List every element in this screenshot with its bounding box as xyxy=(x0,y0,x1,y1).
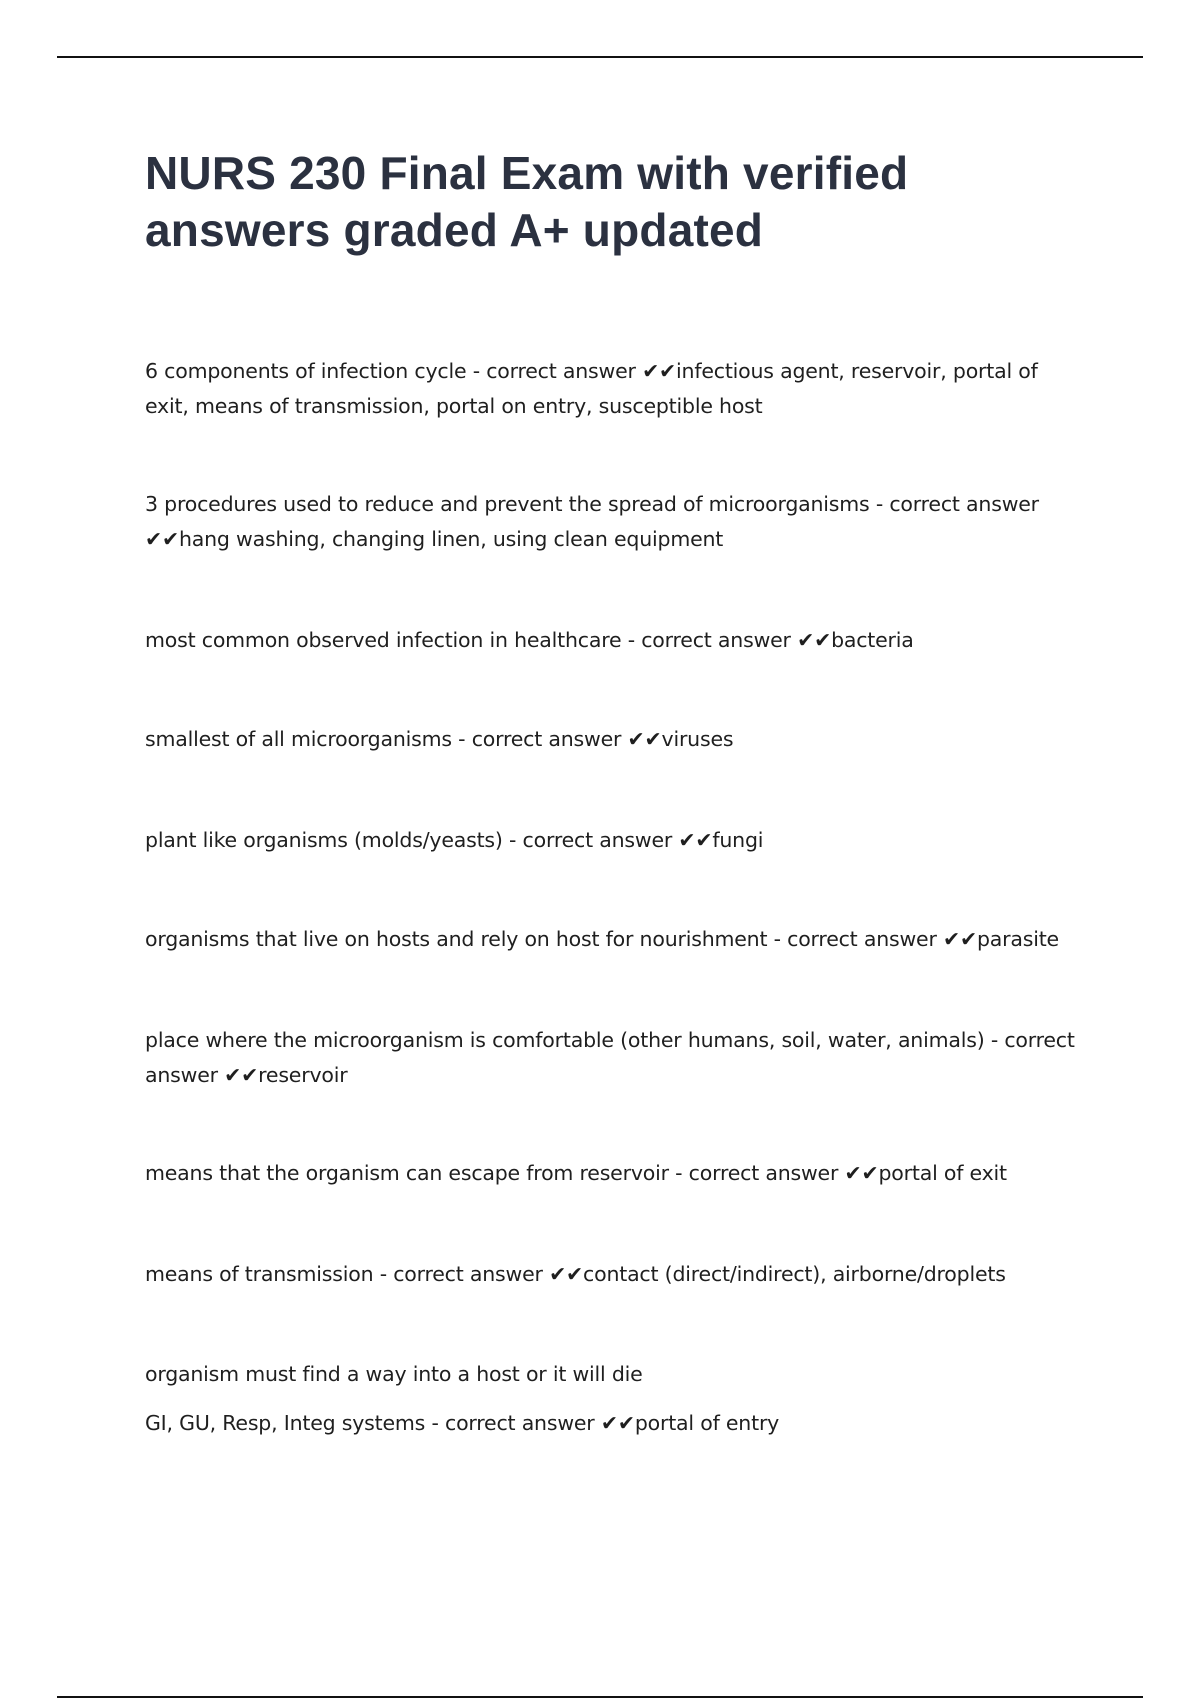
question-text: plant like organisms (molds/yeasts) xyxy=(145,828,503,852)
check-marks-icon: ✔✔ xyxy=(642,359,677,383)
question-text: most common observed infection in healthcare xyxy=(145,628,622,652)
qa-item xyxy=(145,1357,1075,1392)
question-text: place where the microorganism is comfortable (other humans, soil, water, animals) xyxy=(145,1028,985,1052)
document-title: NURS 230 Final Exam with verified answers graded A+ updated xyxy=(145,147,909,256)
answer-text: bacteria xyxy=(831,628,914,652)
check-marks-icon: ✔✔ xyxy=(943,927,977,951)
qa-item xyxy=(145,1156,1075,1191)
separator: - correct answer xyxy=(767,927,943,951)
separator: - correct answer xyxy=(145,1028,1075,1087)
qa-item xyxy=(145,1257,1075,1292)
check-marks-icon: ✔✔ xyxy=(797,628,832,652)
separator: - correct answer xyxy=(869,492,1039,516)
question-text: smallest of all microorganisms xyxy=(145,727,452,751)
answer-text: infectious agent, reservoir, portal of exit, means of transmission, portal on entry, susceptible host xyxy=(145,359,1038,418)
check-marks-icon: ✔✔ xyxy=(678,828,713,852)
question-text: means of transmission xyxy=(145,1262,374,1286)
check-marks-icon: ✔✔ xyxy=(145,526,179,551)
separator: - correct answer xyxy=(621,628,798,652)
qa-item xyxy=(145,1023,1075,1092)
question-text: organism must find a way into a host or it will die xyxy=(145,1362,643,1386)
answer-text: fungi xyxy=(712,828,764,852)
answer-text: portal of entry xyxy=(634,1411,780,1435)
check-marks-icon: ✔✔ xyxy=(600,1411,635,1435)
answer-text: hang washing, changing linen, using clean equipment xyxy=(178,526,724,551)
bottom-rule xyxy=(57,1696,1143,1698)
answer-text: contact (direct/indirect), airborne/droplets xyxy=(583,1262,1006,1286)
qa-item xyxy=(145,823,1075,858)
check-marks-icon: ✔✔ xyxy=(224,1062,259,1087)
separator: - correct answer xyxy=(668,1161,845,1185)
question-text: 3 procedures used to reduce and prevent the spread of microorganisms xyxy=(145,492,870,516)
question-text: means that the organism can escape from reservoir xyxy=(145,1161,669,1185)
qa-item xyxy=(145,922,1075,957)
answer-text: viruses xyxy=(661,727,734,751)
answer-text: reservoir xyxy=(258,1062,348,1087)
check-marks-icon: ✔✔ xyxy=(549,1262,584,1286)
qa-item xyxy=(145,722,1075,757)
separator: - correct answer xyxy=(502,828,679,852)
separator: - correct answer xyxy=(425,1411,601,1435)
qa-item xyxy=(145,1406,1075,1441)
separator: - correct answer xyxy=(373,1262,550,1286)
question-text: 6 components of infection cycle xyxy=(145,359,467,383)
separator: - correct answer xyxy=(451,727,628,751)
qa-item xyxy=(145,623,1075,658)
qa-item xyxy=(145,354,1075,423)
check-marks-icon: ✔✔ xyxy=(627,727,662,751)
question-text: organisms that live on hosts and rely on host for nourishment xyxy=(145,927,768,951)
separator: - correct answer xyxy=(466,359,643,383)
answer-text: parasite xyxy=(976,927,1059,951)
qa-item xyxy=(145,487,1075,556)
check-marks-icon: ✔✔ xyxy=(844,1161,879,1185)
top-rule xyxy=(57,56,1143,58)
answer-text: portal of exit xyxy=(878,1161,1007,1185)
question-text: GI, GU, Resp, Integ systems xyxy=(145,1411,426,1435)
